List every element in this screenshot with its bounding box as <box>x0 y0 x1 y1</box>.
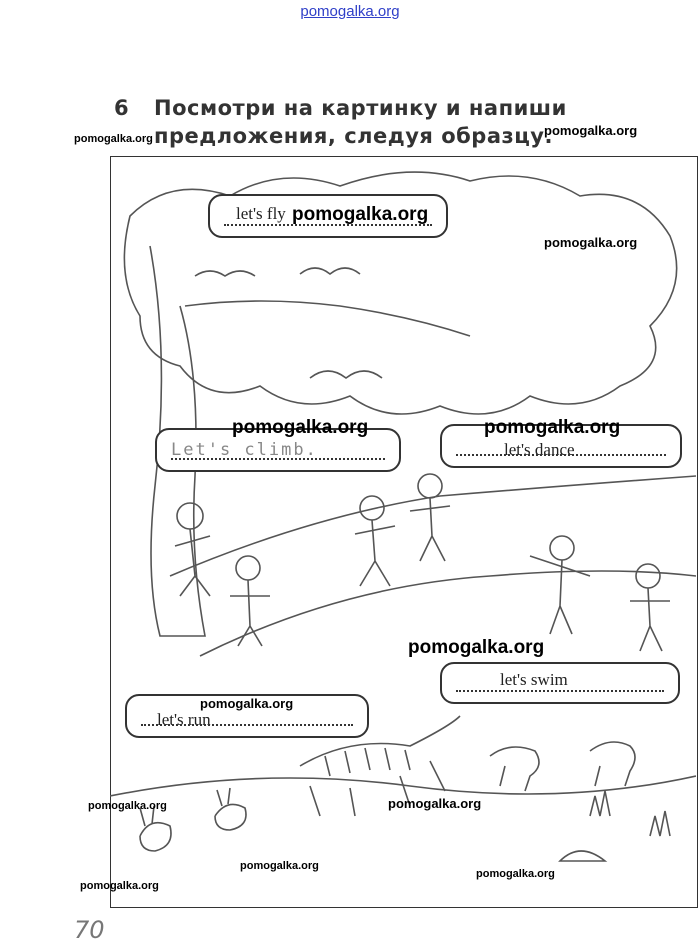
watermark-top-link[interactable]: pomogalka.org <box>300 3 400 20</box>
scene-illustration <box>110 156 696 906</box>
watermark-bottom-left-2: pomogalka.org <box>80 880 159 892</box>
dog-2 <box>590 742 635 786</box>
child-boy-head <box>236 556 260 580</box>
task-line-2: предложения, следуя образцу. <box>154 124 553 148</box>
watermark-big-right: pomogalka.org <box>484 417 621 438</box>
tiger-stripes <box>325 748 410 776</box>
bubble-swim-text: let's swim <box>500 670 568 689</box>
watermark-small-right-1: pomogalka.org <box>544 123 638 138</box>
path-ground <box>170 476 696 576</box>
writing-line <box>141 724 353 726</box>
child-climb-head <box>177 503 203 529</box>
child-boy-body <box>230 580 270 646</box>
child-dance2-head <box>418 474 442 498</box>
watermark-bottom-left-1: pomogalka.org <box>88 800 167 812</box>
bird-1 <box>195 271 255 276</box>
child-dance2-body <box>410 498 450 561</box>
task-number: 6 <box>114 96 130 120</box>
girl-head <box>550 536 574 560</box>
writing-line <box>456 690 664 692</box>
tree-branch <box>185 301 470 336</box>
bubble-swim[interactable] <box>440 662 680 704</box>
rabbit-1 <box>140 806 171 851</box>
watermark-bottom-mid: pomogalka.org <box>240 860 319 872</box>
watermark-small-left: pomogalka.org <box>74 133 153 145</box>
task-instruction <box>114 94 567 150</box>
watermark-bottom-center: pomogalka.org <box>388 796 482 811</box>
watermark-bubble-fly: pomogalka.org <box>292 204 429 225</box>
task-line-1: Посмотри на картинку и напиши <box>154 96 567 120</box>
bird-2 <box>300 268 360 274</box>
boy-right-head <box>636 564 660 588</box>
boy-right-body <box>630 588 670 651</box>
dog-1 <box>490 747 539 791</box>
rabbit-2 <box>215 788 246 830</box>
watermark-bottom-right: pomogalka.org <box>476 868 555 880</box>
girl-body <box>530 556 590 634</box>
watermark-run: pomogalka.org <box>200 696 294 711</box>
grass <box>590 791 670 836</box>
child-dance-head <box>360 496 384 520</box>
watermark-big-center: pomogalka.org <box>408 637 545 658</box>
writing-line <box>456 454 666 456</box>
bird-3 <box>310 371 382 378</box>
bubble-fly-text: let's fly <box>236 204 286 223</box>
page-number: 70 <box>74 916 105 944</box>
bubble-dance-text: let's dance <box>504 440 575 459</box>
hedgehog <box>560 851 605 861</box>
bubble-climb-text: Let's climb. <box>171 440 318 460</box>
bubble-run-text: let's run <box>157 710 211 729</box>
child-dance-body <box>355 520 395 586</box>
watermark-big-left: pomogalka.org <box>232 417 369 438</box>
writing-line <box>171 458 385 460</box>
watermark-small-right-2: pomogalka.org <box>544 235 638 250</box>
